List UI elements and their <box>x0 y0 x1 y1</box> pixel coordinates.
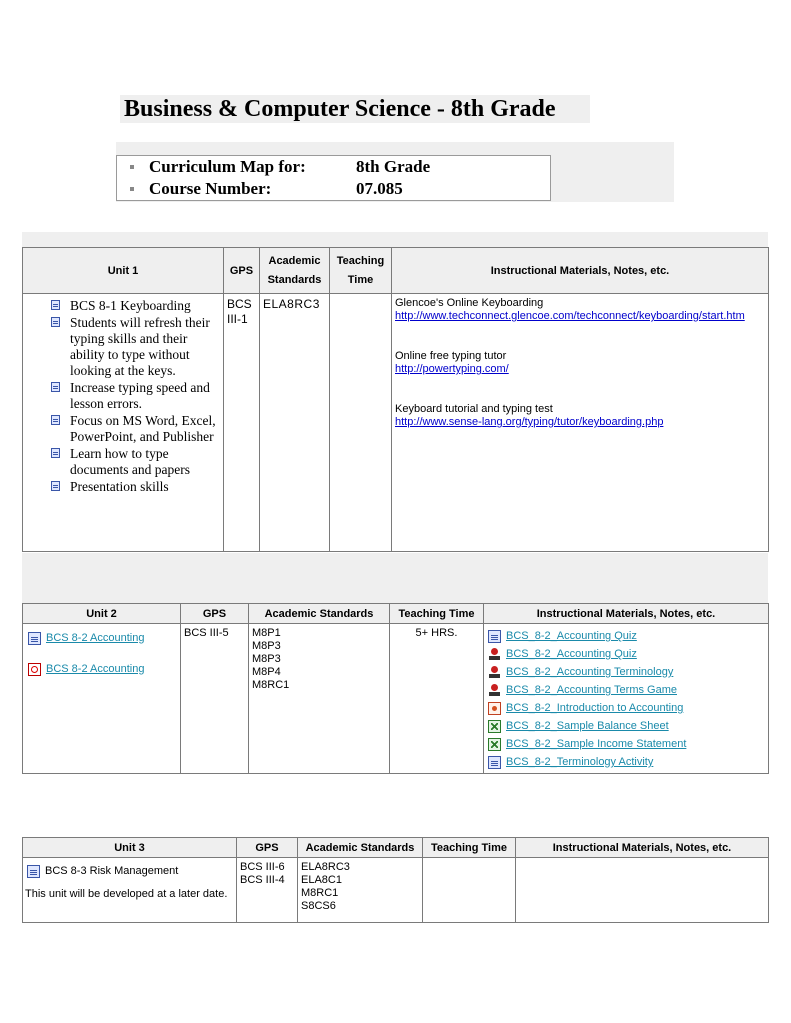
gps-header: GPS <box>224 248 260 294</box>
document-icon <box>51 481 60 491</box>
standard-code: M8P1 <box>252 627 281 639</box>
standard-code: M8RC1 <box>252 679 290 691</box>
powertyping-link[interactable]: http://powertyping.com/ <box>395 363 509 375</box>
unit3-gps-cell <box>237 858 298 923</box>
unit1-gps-cell: BCS III-1 <box>224 294 260 552</box>
pdf-icon <box>28 663 41 676</box>
list-item: Increase typing speed and lesson errors. <box>25 380 221 412</box>
unit3-materials-cell <box>516 858 769 923</box>
list-item: Learn how to type documents and papers <box>25 446 221 478</box>
quiz-icon <box>488 666 501 679</box>
document-icon <box>51 300 60 310</box>
sense-lang-link[interactable]: http://www.sense-lang.org/typing/tutor/keyboarding.php <box>395 416 664 428</box>
material-link[interactable]: BCS_8-2_Introduction to Accounting <box>506 702 684 714</box>
material-link[interactable]: BCS_8-2_Accounting Quiz <box>506 648 637 660</box>
course-number-label: Course Number: <box>149 179 272 198</box>
list-item[interactable] <box>486 735 766 753</box>
curriculum-value: 8th Grade <box>356 157 431 176</box>
section-band <box>22 553 768 603</box>
list-item: Focus on MS Word, Excel, PowerPoint, and Publisher <box>25 413 221 445</box>
unit3-academic-cell <box>298 858 423 923</box>
materials-header: Instructional Materials, Notes, etc. <box>484 604 769 624</box>
list-item[interactable] <box>26 629 177 647</box>
section-band <box>22 232 768 248</box>
word-document-icon <box>488 756 501 769</box>
gps-code: BCS III-6 <box>240 861 285 873</box>
standard-code: S8CS6 <box>301 900 336 912</box>
standard-code: M8RC1 <box>301 887 339 899</box>
material-link[interactable]: BCS_8-2_Accounting Terminology <box>506 666 674 678</box>
bullet-square-icon <box>130 187 134 191</box>
document-icon <box>51 317 60 327</box>
course-number-value: 07.085 <box>356 179 403 198</box>
list-item[interactable] <box>486 681 766 699</box>
word-document-icon <box>27 865 40 878</box>
word-document-icon <box>488 630 501 643</box>
standard-code: M8P4 <box>252 666 281 678</box>
unit1-academic-cell: ELA8RC3 <box>260 294 330 552</box>
accounting-pdf-link[interactable]: BCS 8-2 Accounting <box>46 663 145 675</box>
list-item: Presentation skills <box>25 479 221 495</box>
unit2-materials-cell <box>484 624 769 774</box>
list-item[interactable] <box>486 753 766 771</box>
standard-code: ELA8RC3 <box>301 861 350 873</box>
unit3-teaching-cell <box>423 858 516 923</box>
curriculum-label: Curriculum Map for: <box>149 157 306 176</box>
gps-header: GPS <box>181 604 249 624</box>
unit1-header: Unit 1 <box>23 248 224 294</box>
unit2-table <box>22 603 769 774</box>
academic-standards-header: Academic Standards <box>260 248 330 294</box>
word-document-icon <box>28 632 41 645</box>
accounting-doc-link[interactable]: BCS 8-2 Accounting <box>46 632 145 644</box>
powerpoint-icon <box>488 702 501 715</box>
materials-header: Instructional Materials, Notes, etc. <box>392 248 769 294</box>
page-title: Business & Computer Science - 8th Grade <box>120 95 590 123</box>
gps-code: BCS III-4 <box>240 874 285 886</box>
unit3-note: This unit will be developed at a later date. <box>25 888 228 900</box>
material-link[interactable]: BCS_8-2_Sample Balance Sheet <box>506 720 669 732</box>
teaching-time-header: Teaching Time <box>423 838 516 858</box>
gps-header: GPS <box>237 838 298 858</box>
teaching-time-header: Teaching Time <box>390 604 484 624</box>
excel-icon <box>488 720 501 733</box>
unit1-materials-cell <box>392 294 769 552</box>
material-link[interactable]: BCS_8-2_Accounting Quiz <box>506 630 637 642</box>
list-item[interactable] <box>486 645 766 663</box>
unit3-header: Unit 3 <box>23 838 237 858</box>
document-icon <box>51 448 60 458</box>
materials-header: Instructional Materials, Notes, etc. <box>516 838 769 858</box>
material-link[interactable]: BCS_8-2_Accounting Terms Game <box>506 684 677 696</box>
material-text: Online free typing tutor <box>395 350 507 362</box>
standard-code: ELA8C1 <box>301 874 342 886</box>
standard-code: M8P3 <box>252 653 281 665</box>
list-item[interactable] <box>26 660 177 678</box>
unit2-topics-cell <box>23 624 181 774</box>
material-link[interactable]: BCS_8-2_Terminology Activity <box>506 756 654 768</box>
quiz-icon <box>488 684 501 697</box>
unit1-topics-cell <box>23 294 224 552</box>
teaching-time-header: Teaching Time <box>330 248 392 294</box>
academic-standards-header: Academic Standards <box>298 838 423 858</box>
unit2-gps-cell: BCS III-5 <box>181 624 249 774</box>
quiz-icon <box>488 648 501 661</box>
material-link[interactable]: BCS_8-2_Sample Income Statement <box>506 738 687 750</box>
unit3-table <box>22 837 769 923</box>
material-text: Glencoe's Online Keyboarding <box>395 297 544 309</box>
unit3-topics-cell <box>23 858 237 923</box>
unit1-teaching-cell <box>330 294 392 552</box>
unit1-table <box>22 247 769 552</box>
glencoe-keyboarding-link[interactable]: http://www.techconnect.glencoe.com/techconnect/keyboarding/start.htm <box>395 310 745 322</box>
document-icon <box>51 415 60 425</box>
list-item[interactable] <box>486 663 766 681</box>
unit2-academic-cell <box>249 624 390 774</box>
unit2-header: Unit 2 <box>23 604 181 624</box>
excel-icon <box>488 738 501 751</box>
list-item[interactable] <box>486 699 766 717</box>
material-text: Keyboard tutorial and typing test <box>395 403 553 415</box>
academic-standards-header: Academic Standards <box>249 604 390 624</box>
list-item[interactable] <box>486 717 766 735</box>
bullet-square-icon <box>130 165 134 169</box>
document-icon <box>51 382 60 392</box>
list-item: BCS 8-1 Keyboarding <box>25 298 221 314</box>
curriculum-info-box <box>116 155 551 201</box>
unit2-teaching-cell: 5+ HRS. <box>390 624 484 774</box>
list-item: BCS 8-3 Risk Management <box>25 862 234 880</box>
list-item: Students will refresh their typing skills and their ability to type without looking at the keys. <box>25 315 221 379</box>
standard-code: M8P3 <box>252 640 281 652</box>
list-item[interactable] <box>486 627 766 645</box>
